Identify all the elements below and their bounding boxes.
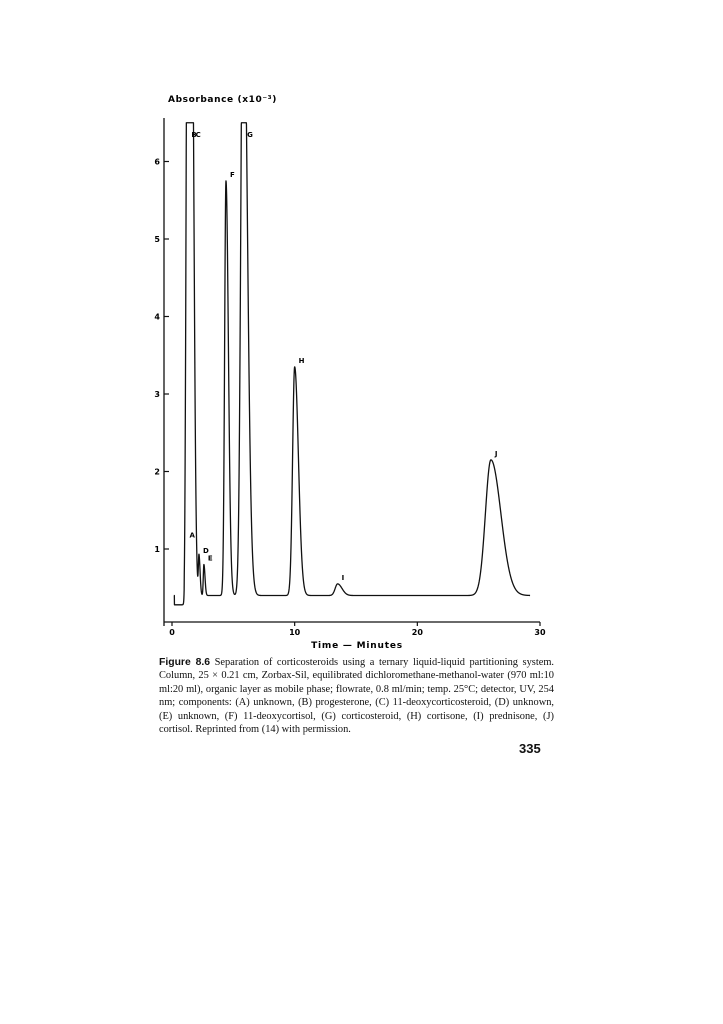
peak-label-g: G <box>247 130 253 139</box>
peak-labels <box>189 131 497 582</box>
chromatogram-trace <box>174 123 530 605</box>
peak-label-a: A <box>189 531 195 540</box>
x-axis-label: Time — Minutes <box>311 641 403 651</box>
x-tick-label: 30 <box>534 628 546 637</box>
peak-label-j: J <box>494 449 498 458</box>
axes <box>164 118 540 626</box>
ticks <box>154 158 546 638</box>
y-axis-label: Absorbance (x10⁻³) <box>168 95 277 105</box>
figure-caption <box>159 656 554 736</box>
caption-text: Separation of corticosteroids using a ternary liquid-liquid partitioning system. Column, 25 × 0.21 cm, Zorbax-Sil, equilibrated dichloromethane-methanol-water (970 ml:10 ml:20 ml), organic layer as mobile phase; flowrate, 0.8 ml/min; temp. 25°C; detector, UV, 254 nm; components: (A) unknown, (B) progesterone, (C) 11-deoxycorticosteroid, (D) unknown, (E) unknown, (F) 11-deoxycortisol, (G) corticosteroid, (H) cortisone, (I) prednisone, (J) cortisol. Reprinted from (14) with permission. <box>159 657 554 736</box>
peak-label-h: H <box>298 356 305 365</box>
y-tick-label: 5 <box>154 235 160 244</box>
x-tick-label: 0 <box>169 628 175 637</box>
y-tick-label: 6 <box>154 157 160 167</box>
x-tick-label: 20 <box>411 628 423 637</box>
y-tick-label: 2 <box>154 467 160 477</box>
x-tick-label: 10 <box>289 628 301 637</box>
y-tick-label: 4 <box>154 312 160 322</box>
page-number: 335 <box>519 741 541 756</box>
peak-label-b: B <box>191 130 197 139</box>
y-tick-label: 3 <box>154 390 160 399</box>
figure-label: Figure 8.6 <box>159 657 211 668</box>
peak-label-f: F <box>229 170 235 179</box>
peak-label-e: E <box>207 554 213 563</box>
peak-label-i: I <box>341 573 345 582</box>
peak-label-d: D <box>202 546 209 555</box>
y-tick-label: 1 <box>154 545 160 554</box>
peak-label-c: C <box>195 130 201 139</box>
